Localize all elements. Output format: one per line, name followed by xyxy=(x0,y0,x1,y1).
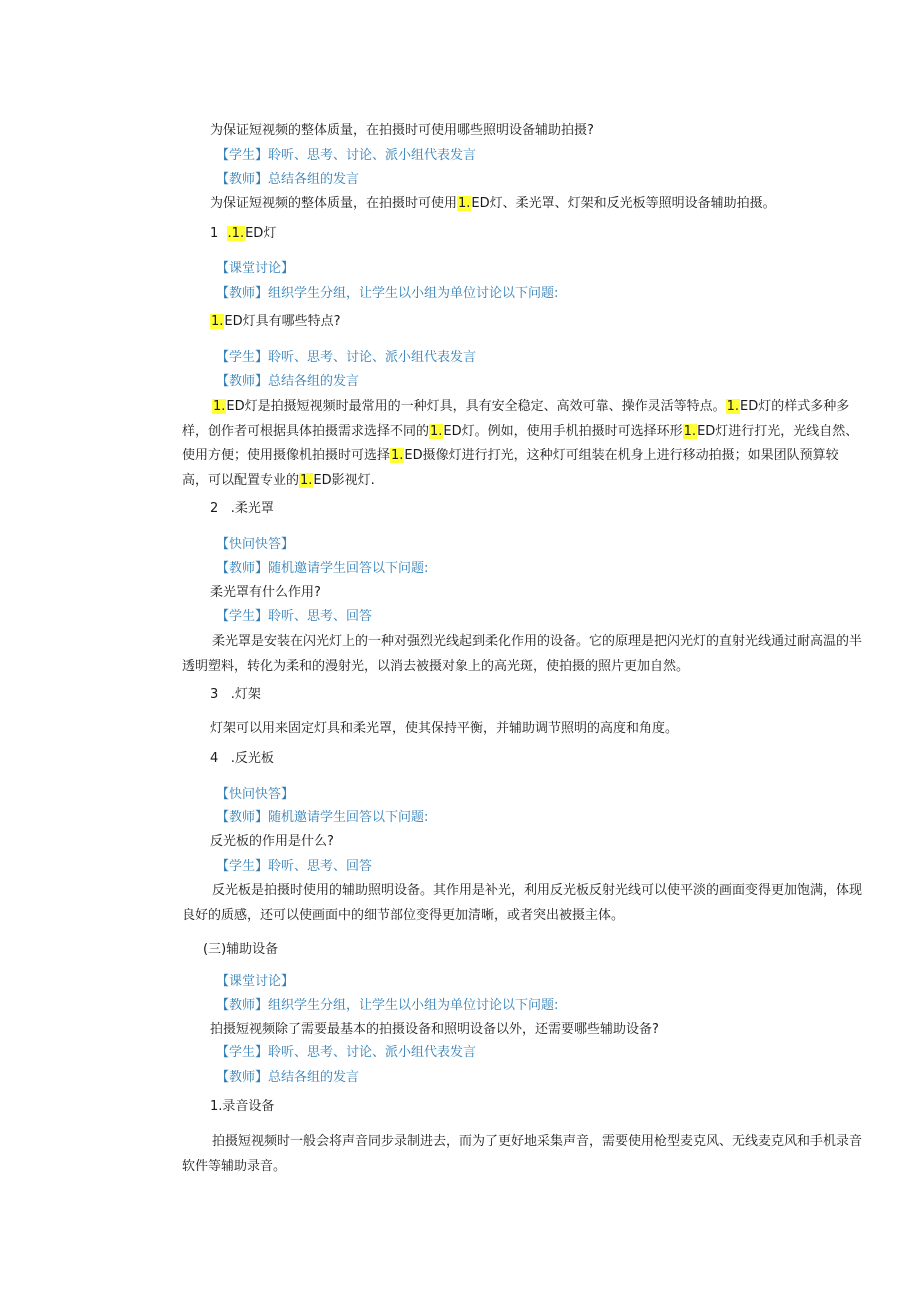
teacher-label: 【教师】总结各组的发言 xyxy=(216,172,360,187)
teacher-label: 【教师】随机邀请学生回答以下问题: xyxy=(216,810,429,825)
teacher-label: 【教师】随机邀请学生回答以下问题: xyxy=(216,561,429,576)
highlight: 1. xyxy=(458,196,471,211)
heading-reflector xyxy=(210,749,274,769)
highlight: 1. xyxy=(391,448,404,463)
section-heading-auxiliary: (三)辅助设备 xyxy=(203,942,279,957)
stand-paragraph: 灯架可以用来固定灯具和柔光罩，使其保持平衡，并辅助调节照明的高度和角度。 xyxy=(210,721,679,736)
highlight: .1. xyxy=(227,226,245,241)
student-label: 【学生】聆听、思考、讨论、派小组代表发言 xyxy=(216,350,477,365)
student-label: 【学生】聆听、思考、回答 xyxy=(216,859,373,874)
paragraph-text: ED灯是拍摄短视频时最常用的一种灯具，具有安全稳定、高效可靠、操作灵活等特点。 xyxy=(226,399,726,414)
heading-number: 1 xyxy=(210,226,219,241)
audio-paragraph: 拍摄短视频时一般会将声音同步录制进去，而为了更好地采集声音，需要使用枪型麦克风、无线麦克风和手机录音软件等辅助录音。 xyxy=(182,1134,863,1174)
paragraph-text: ED灯的样式多种多样，创作者可根据具体拍摄需求选择不同的 xyxy=(182,399,850,439)
paragraph-text: ED影视灯. xyxy=(313,472,375,488)
quick-answer-label: 【快问快答】 xyxy=(216,537,295,552)
paragraph-text: ED灯。例如，使用手机拍摄时可选择环形 xyxy=(443,423,683,439)
paragraph-text: ED摄像灯进行打光，这种灯可组装在机身上进行移动拍摄；如果团队预算较高，可以配置专业的 xyxy=(182,448,839,488)
heading-number: 2 xyxy=(210,501,219,516)
question-reflector: 反光板的作用是什么? xyxy=(210,834,334,849)
answer-text: ED灯、柔光罩、灯架和反光板等照明设备辅助拍摄。 xyxy=(471,196,776,211)
teacher-label: 【教师】总结各组的发言 xyxy=(216,374,360,389)
heading-softbox xyxy=(210,499,274,519)
highlight: 1. xyxy=(211,314,224,329)
teacher-label: 【教师】组织学生分组，让学生以小组为单位讨论以下问题: xyxy=(216,286,559,301)
highlight: 1. xyxy=(213,399,226,414)
answer-lighting xyxy=(210,194,776,214)
student-label: 【学生】聆听、思考、回答 xyxy=(216,609,373,624)
softbox-paragraph: 柔光罩是安装在闪光灯上的一种对强烈光线起到柔化作用的设备。它的原理是把闪光灯的直射光线通过耐高温的半透明塑料，转化为柔和的漫射光，以消去被摄对象上的高光斑，使拍摄的照片更加自然。 xyxy=(182,634,863,674)
heading-text: ED灯 xyxy=(245,226,277,241)
question-auxiliary: 拍摄短视频除了需要最基本的拍摄设备和照明设备以外，还需要哪些辅助设备? xyxy=(210,1022,659,1037)
highlight: 1. xyxy=(683,423,697,439)
question-text: ED灯具有哪些特点? xyxy=(224,314,341,329)
question-lighting: 为保证短视频的整体质量，在拍摄时可使用哪些照明设备辅助拍摄? xyxy=(210,123,594,138)
heading-number: 4 xyxy=(210,751,219,766)
highlight: 1. xyxy=(430,423,443,439)
heading-text: .灯架 xyxy=(230,687,261,702)
heading-number: 3 xyxy=(210,687,219,702)
heading-stand xyxy=(210,685,261,705)
teacher-label: 【教师】总结各组的发言 xyxy=(216,1070,360,1085)
heading-text: .反光板 xyxy=(230,751,274,766)
heading-text: .柔光罩 xyxy=(230,501,274,516)
discussion-label: 【课堂讨论】 xyxy=(216,974,295,989)
quick-answer-label: 【快问快答】 xyxy=(216,787,295,802)
student-label: 【学生】聆听、思考、讨论、派小组代表发言 xyxy=(216,148,477,163)
paragraph-text: ED灯进行打光，光线自然、使用方便；使用摄像机拍摄时可选择 xyxy=(182,423,859,463)
student-label: 【学生】聆听、思考、讨论、派小组代表发言 xyxy=(216,1045,477,1060)
highlight: 1. xyxy=(300,472,313,488)
question-softbox: 柔光罩有什么作用? xyxy=(210,585,321,600)
led-paragraph xyxy=(182,395,864,493)
heading-audio: 1.录音设备 xyxy=(210,1099,275,1114)
discussion-label: 【课堂讨论】 xyxy=(216,261,295,276)
teacher-label: 【教师】组织学生分组，让学生以小组为单位讨论以下问题: xyxy=(216,998,559,1013)
answer-text: 为保证短视频的整体质量，在拍摄时可使用 xyxy=(210,196,458,211)
reflector-paragraph: 反光板是拍摄时使用的辅助照明设备。其作用是补光，利用反光板反射光线可以使平淡的画面变得更加饱满，体现良好的质感，还可以使画面中的细节部位变得更加清晰，或者突出被摄主体。 xyxy=(182,883,863,923)
heading-led xyxy=(210,224,276,244)
highlight: 1. xyxy=(726,399,740,414)
question-led xyxy=(210,312,341,332)
